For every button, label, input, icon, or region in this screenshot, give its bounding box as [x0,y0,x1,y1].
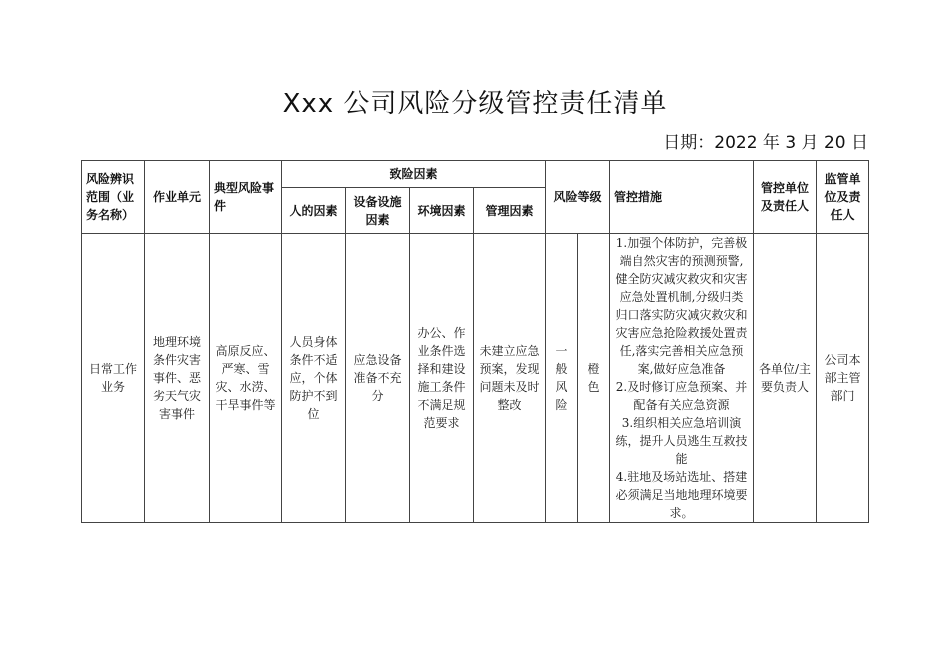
cell-supervise-unit: 公司本部主管部门 [817,234,869,523]
measure-item-3: 3.组织相关应急培训演练，提升人员逃生互救技能 [615,416,748,466]
header-management-factor: 管理因素 [474,188,546,234]
header-factors-group: 致险因素 [282,161,546,188]
measure-item-4: 4.驻地及场站选址、搭建必须满足当地地理环境要求。 [615,470,748,520]
measure-item-2: 2.及时修订应急预案、并配备有关应急资源 [615,380,748,412]
header-human-factor: 人的因素 [282,188,346,234]
cell-risk-color: 橙色 [578,234,610,523]
header-risk-level: 风险等级 [546,161,610,234]
cell-equipment-factor: 应急设备准备不充分 [346,234,410,523]
cell-environment-factor: 办公、作业条件选择和建设施工条件不满足规范要求 [410,234,474,523]
cell-event: 高原反应、严寒、雪灾、水涝、干旱事件等 [210,234,282,523]
cell-unit: 地理环境条件灾害事件、恶劣天气灾害事件 [145,234,210,523]
header-unit: 作业单元 [145,161,210,234]
document-date: 日期：2022 年 3 月 20 日 [663,133,868,153]
measure-item-1: 1.加强个体防护，完善极端自然灾害的预测预警,健全防灾减灾救灾和灾害应急处置机制,分级归类归口落实防灾减灾救灾和灾害应急抢险救援处置责任,落实完善相关应急预案,做好应急准备 [615,236,748,376]
header-control-unit: 管控单位及责任人 [754,161,817,234]
cell-management-factor: 未建立应急预案，发现问题未及时整改 [474,234,546,523]
header-supervise-unit: 监管单位及责任人 [817,161,869,234]
header-equipment-factor: 设备设施因素 [346,188,410,234]
risk-control-table [81,160,869,523]
cell-measures [610,234,754,523]
cell-human-factor: 人员身体条件不适应，个体防护不到位 [282,234,346,523]
cell-risk-level: 一般风险 [546,234,578,523]
cell-control-unit: 各单位/主要负责人 [754,234,817,523]
header-scope: 风险辨识范围（业务名称） [82,161,145,234]
cell-scope: 日常工作业务 [82,234,145,523]
header-environment-factor: 环境因素 [410,188,474,234]
header-measures: 管控措施 [610,161,754,234]
document-title: Xxx 公司风险分级管控责任清单 [282,89,668,119]
header-event: 典型风险事件 [210,161,282,234]
